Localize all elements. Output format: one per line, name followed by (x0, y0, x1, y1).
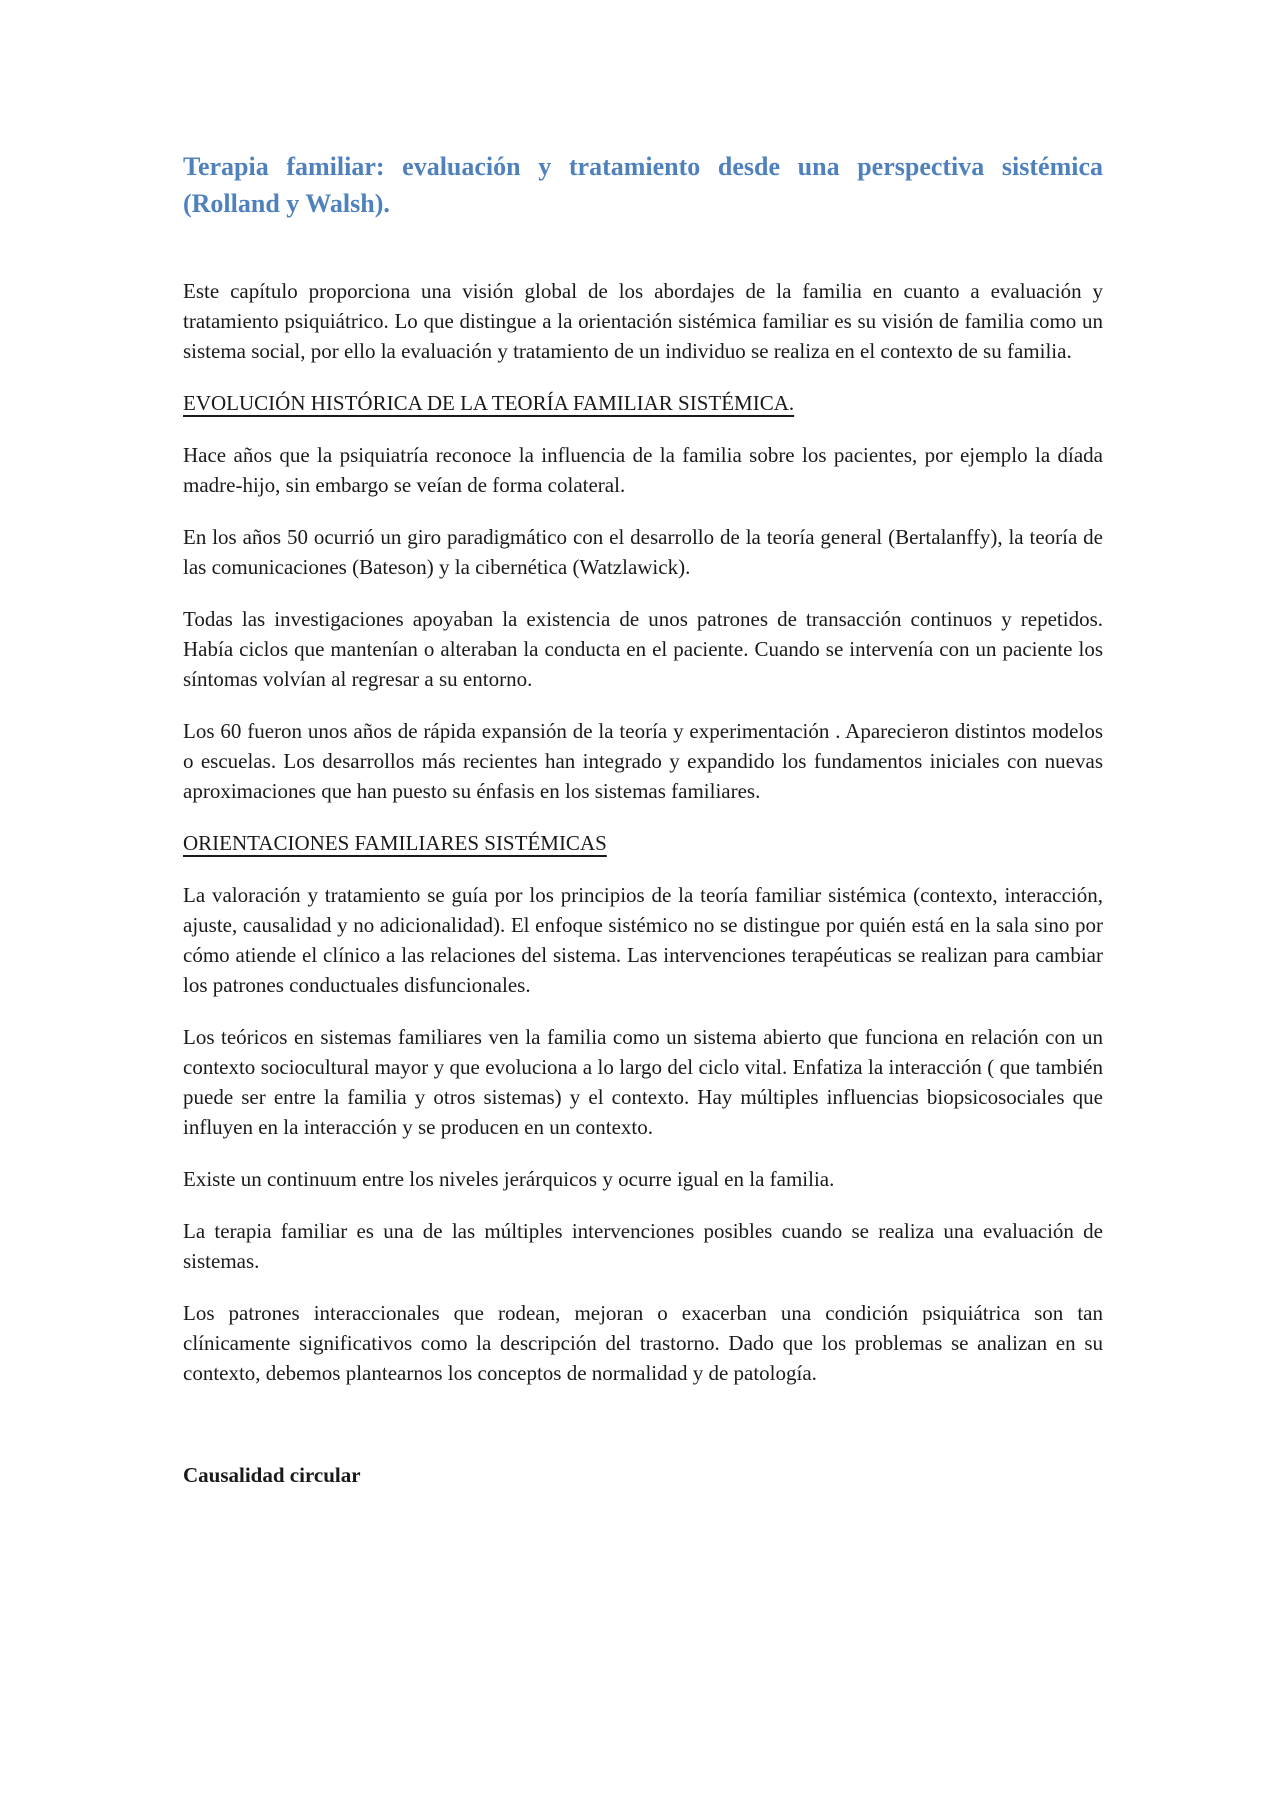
paragraph: La terapia familiar es una de las múltiples intervenciones posibles cuando se realiza una evaluación de sistemas. (183, 1219, 1103, 1273)
paragraph: En los años 50 ocurrió un giro paradigmático con el desarrollo de la teoría general (Bertalanffy), la teoría de las comunicaciones (Bateson) y la cibernética (Watzlawick). (183, 525, 1103, 579)
spacer (183, 1410, 1103, 1460)
paragraph: Los 60 fueron unos años de rápida expansión de la teoría y experimentación . Aparecieron distintos modelos o escuelas. Los desarrollos más recientes han integrado y expandido los fundamentos iniciales con nuevas aproximaciones que han puesto su énfasis en los sistemas familiares. (183, 719, 1103, 803)
paragraph: Los patrones interaccionales que rodean, mejoran o exacerban una condición psiquiátrica son tan clínicamente significativos como la descripción del trastorno. Dado que los problemas se analizan en su contexto, debemos plantearnos los conceptos de normalidad y de patología. (183, 1301, 1103, 1385)
paragraph: Hace años que la psiquiatría reconoce la influencia de la familia sobre los pacientes, por ejemplo la díada madre-hijo, sin embargo se veían de forma colateral. (183, 443, 1103, 497)
section-heading-text: ORIENTACIONES FAMILIARES SISTÉMICAS (183, 831, 607, 855)
paragraph: La valoración y tratamiento se guía por los principios de la teoría familiar sistémica (contexto, interacción, ajuste, causalidad y no adicionalidad). El enfoque sistémico no se distingue por quién está en la sala sino por cómo atiende el clínico a las relaciones del sistema. Las intervenciones terapéuticas se realizan para cambiar los patrones conductuales disfuncionales. (183, 883, 1103, 997)
paragraph: Los teóricos en sistemas familiares ven la familia como un sistema abierto que funciona en relación con un contexto sociocultural mayor y que evoluciona a lo largo del ciclo vital. Enfatiza la interacción ( que también puede ser entre la familia y otros sistemas) y el contexto. Hay múltiples influencias biopsicosociales que influyen en la interacción y se producen en un contexto. (183, 1025, 1103, 1139)
section-heading-orientaciones (183, 828, 1103, 858)
intro-paragraph: Este capítulo proporciona una visión global de los abordajes de la familia en cuanto a evaluación y tratamiento psiquiátrico. Lo que distingue a la orientación sistémica familiar es su visión de familia como un sistema social, por ello la evaluación y tratamiento de un individuo se realiza en el contexto de su familia. (183, 279, 1103, 363)
section-heading-evolucion (183, 388, 1103, 418)
section-heading-text: EVOLUCIÓN HISTÓRICA DE LA TEORÍA FAMILIAR SISTÉMICA. (183, 391, 795, 415)
paragraph: Existe un continuum entre los niveles jerárquicos y ocurre igual en la familia. (183, 1167, 835, 1191)
section-heading-causalidad: Causalidad circular (183, 1463, 361, 1487)
document-title: Terapia familiar: evaluación y tratamiento desde una perspectiva sistémica (Rolland y Walsh). (183, 152, 1103, 218)
document-page (183, 148, 1103, 1490)
paragraph: Todas las investigaciones apoyaban la existencia de unos patrones de transacción continuos y repetidos. Había ciclos que mantenían o alteraban la conducta en el paciente. Cuando se intervenía con un paciente los síntomas volvían al regresar a su entorno. (183, 607, 1103, 691)
